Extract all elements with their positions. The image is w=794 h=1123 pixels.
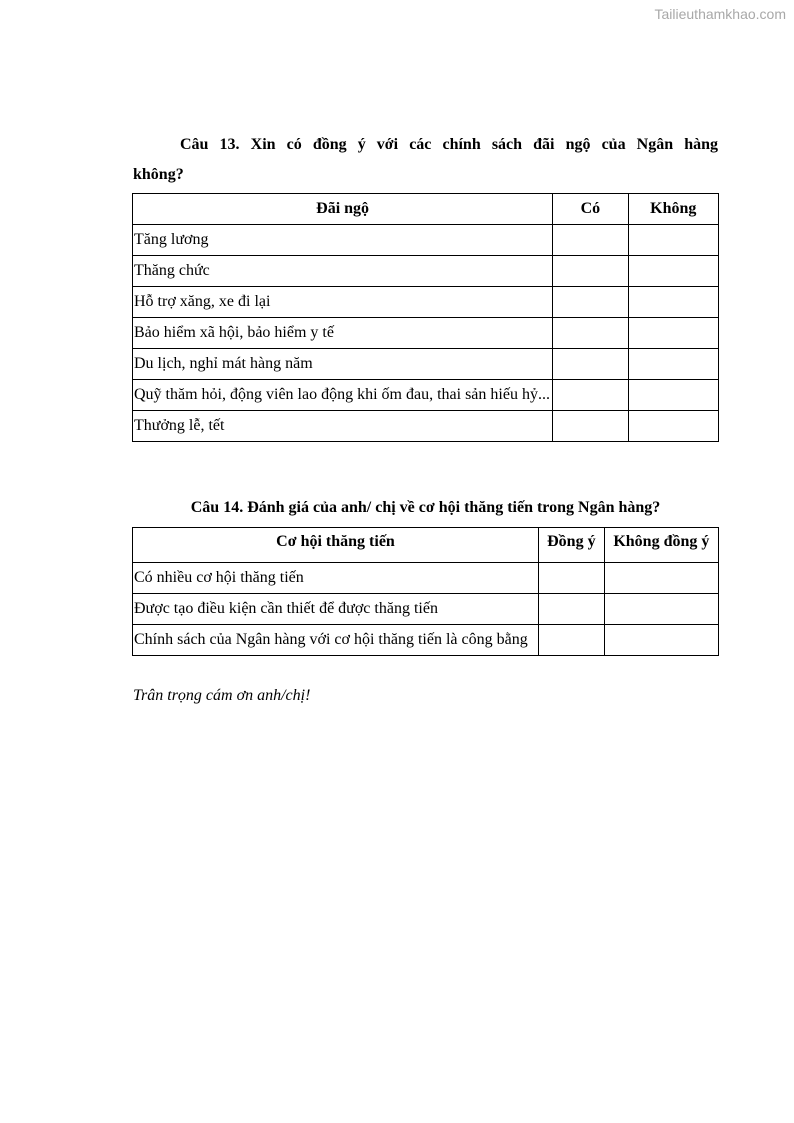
table-row — [133, 380, 719, 411]
answer-no-cell[interactable] — [628, 411, 718, 442]
row-label: Quỹ thăm hỏi, động viên lao động khi ốm đau, thai sản hiếu hỷ... — [133, 380, 553, 411]
answer-yes-cell[interactable] — [553, 225, 628, 256]
table-row — [133, 563, 719, 594]
header-agree: Đồng ý — [539, 528, 605, 563]
table-row — [133, 411, 719, 442]
answer-agree-cell[interactable] — [539, 594, 605, 625]
answer-agree-cell[interactable] — [539, 625, 605, 656]
table-row — [133, 225, 719, 256]
answer-yes-cell[interactable] — [553, 287, 628, 318]
table-row — [133, 625, 719, 656]
row-label: Thưởng lễ, tết — [133, 411, 553, 442]
answer-no-cell[interactable] — [628, 225, 718, 256]
question-13-table — [132, 193, 719, 442]
question-13-title-line2: không? — [133, 166, 184, 183]
answer-yes-cell[interactable] — [553, 318, 628, 349]
row-label: Hỗ trợ xăng, xe đi lại — [133, 287, 553, 318]
question-14-table — [132, 527, 719, 656]
answer-no-cell[interactable] — [628, 380, 718, 411]
answer-no-cell[interactable] — [628, 256, 718, 287]
row-label: Chính sách của Ngân hàng với cơ hội thăng tiến là công bằng — [133, 625, 539, 656]
closing-thanks: Trân trọng cám ơn anh/chị! — [133, 687, 311, 704]
table-header-row — [133, 528, 719, 563]
answer-yes-cell[interactable] — [553, 349, 628, 380]
answer-no-cell[interactable] — [628, 287, 718, 318]
answer-disagree-cell[interactable] — [604, 625, 718, 656]
header-promotion: Cơ hội thăng tiến — [133, 528, 539, 563]
answer-yes-cell[interactable] — [553, 380, 628, 411]
answer-yes-cell[interactable] — [553, 256, 628, 287]
table-header-row — [133, 194, 719, 225]
answer-no-cell[interactable] — [628, 349, 718, 380]
answer-disagree-cell[interactable] — [604, 563, 718, 594]
row-label: Bảo hiểm xã hội, bảo hiểm y tế — [133, 318, 553, 349]
question-14-title: Câu 14. Đánh giá của anh/ chị về cơ hội thăng tiến trong Ngân hàng? — [190, 499, 661, 516]
header-yes: Có — [553, 194, 628, 225]
watermark: Tailieuthamkhao.com — [654, 6, 786, 22]
row-label: Tăng lương — [133, 225, 553, 256]
row-label: Có nhiều cơ hội thăng tiến — [133, 563, 539, 594]
table-row — [133, 256, 719, 287]
table-row — [133, 287, 719, 318]
row-label: Du lịch, nghỉ mát hàng năm — [133, 349, 553, 380]
table-row — [133, 594, 719, 625]
table-row — [133, 318, 719, 349]
row-label: Thăng chức — [133, 256, 553, 287]
answer-disagree-cell[interactable] — [604, 594, 718, 625]
table-row — [133, 349, 719, 380]
answer-yes-cell[interactable] — [553, 411, 628, 442]
row-label: Được tạo điều kiện cần thiết để được thăng tiến — [133, 594, 539, 625]
header-no: Không — [628, 194, 718, 225]
question-13-title-line1: Câu 13. Xin có đồng ý với các chính sách đãi ngộ của Ngân hàng — [180, 136, 718, 153]
header-disagree: Không đồng ý — [604, 528, 718, 563]
header-benefit: Đãi ngộ — [133, 194, 553, 225]
answer-agree-cell[interactable] — [539, 563, 605, 594]
answer-no-cell[interactable] — [628, 318, 718, 349]
question-13-title — [133, 130, 718, 190]
